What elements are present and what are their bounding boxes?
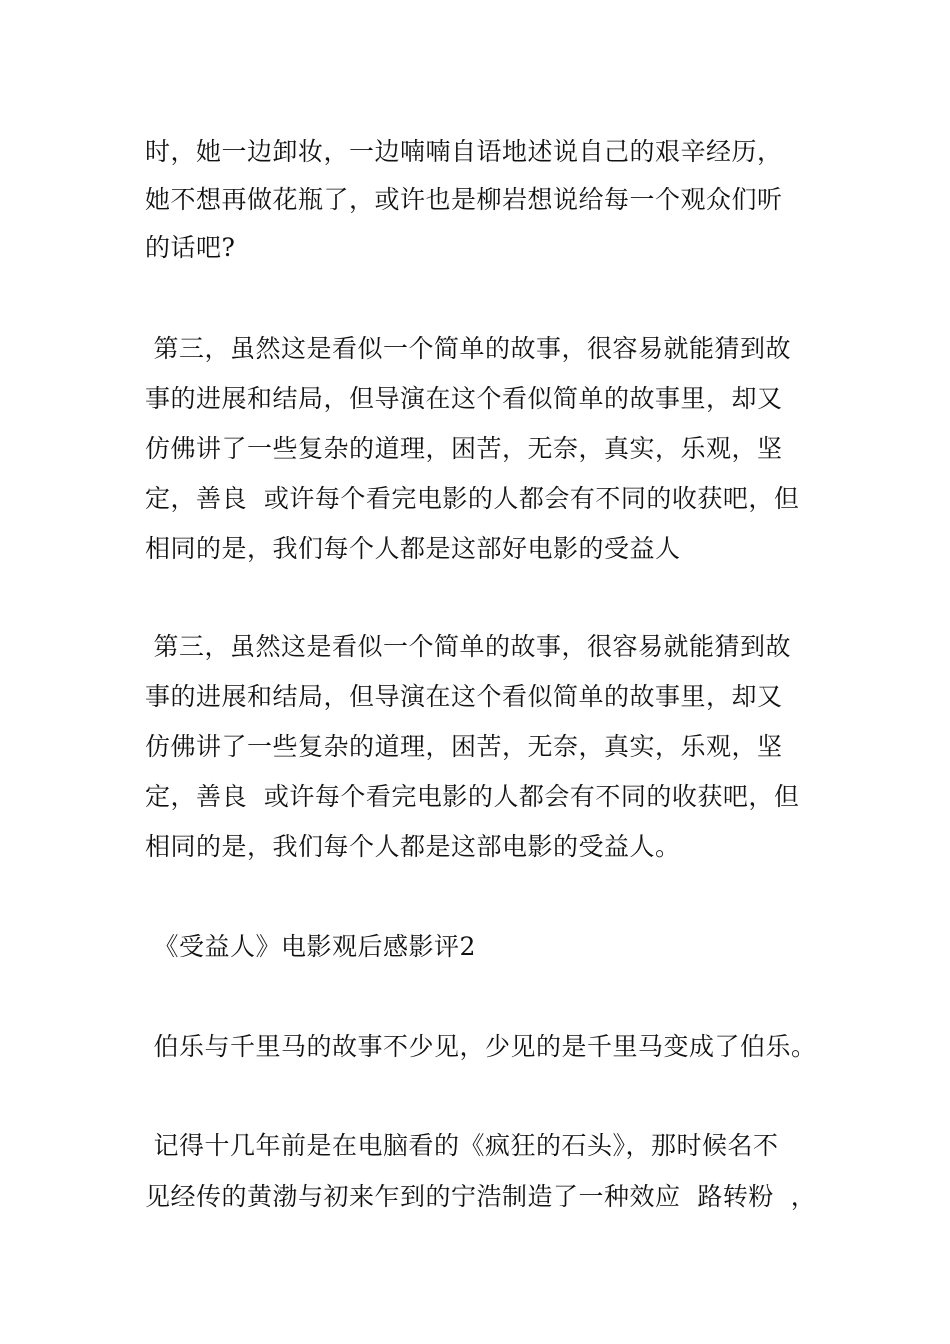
paragraph-2-line-2: 事的进展和结局，但导演在这个看似简单的故事里，却又: [145, 384, 783, 413]
paragraph-3-line-2: 事的进展和结局，但导演在这个看似简单的故事里，却又: [145, 682, 783, 711]
paragraph-3-line-4: 定，善良 或许每个看完电影的人都会有不同的收获吧，但: [145, 782, 800, 811]
paragraph-2-line-5: 相同的是，我们每个人都是这部好电影的受益人: [145, 534, 681, 563]
paragraph-2-line-4: 定，善良 或许每个看完电影的人都会有不同的收获吧，但: [145, 484, 800, 513]
paragraph-1-line-1: 时，她一边卸妆，一边喃喃自语地述说自己的艰辛经历，: [145, 137, 783, 166]
paragraph-1-line-3: 的话吧?: [145, 233, 236, 262]
section-heading: 《受益人》电影观后感影评2: [145, 932, 476, 961]
paragraph-3-line-1: 第三，虽然这是看似一个简单的故事，很容易就能猜到故: [145, 632, 791, 661]
paragraph-5-line-1: 伯乐与千里马的故事不少见，少见的是千里马变成了伯乐。: [145, 1032, 817, 1061]
paragraph-6-line-1: 记得十几年前是在电脑看的《疯狂的石头》，那时候名不: [145, 1131, 779, 1160]
paragraph-3-line-5: 相同的是，我们每个人都是这部电影的受益人。: [145, 832, 681, 861]
paragraph-2-line-3: 仿佛讲了一些复杂的道理，困苦，无奈，真实，乐观，坚: [145, 434, 783, 463]
paragraph-6-line-2: 见经传的黄渤与初来乍到的宁浩制造了一种效应 路转粉 ，: [145, 1182, 817, 1211]
paragraph-3-line-3: 仿佛讲了一些复杂的道理，困苦，无奈，真实，乐观，坚: [145, 732, 783, 761]
paragraph-1-line-2: 她不想再做花瓶了，或许也是柳岩想说给每一个观众们听: [145, 185, 783, 214]
paragraph-2-line-1: 第三，虽然这是看似一个简单的故事，很容易就能猜到故: [145, 334, 791, 363]
